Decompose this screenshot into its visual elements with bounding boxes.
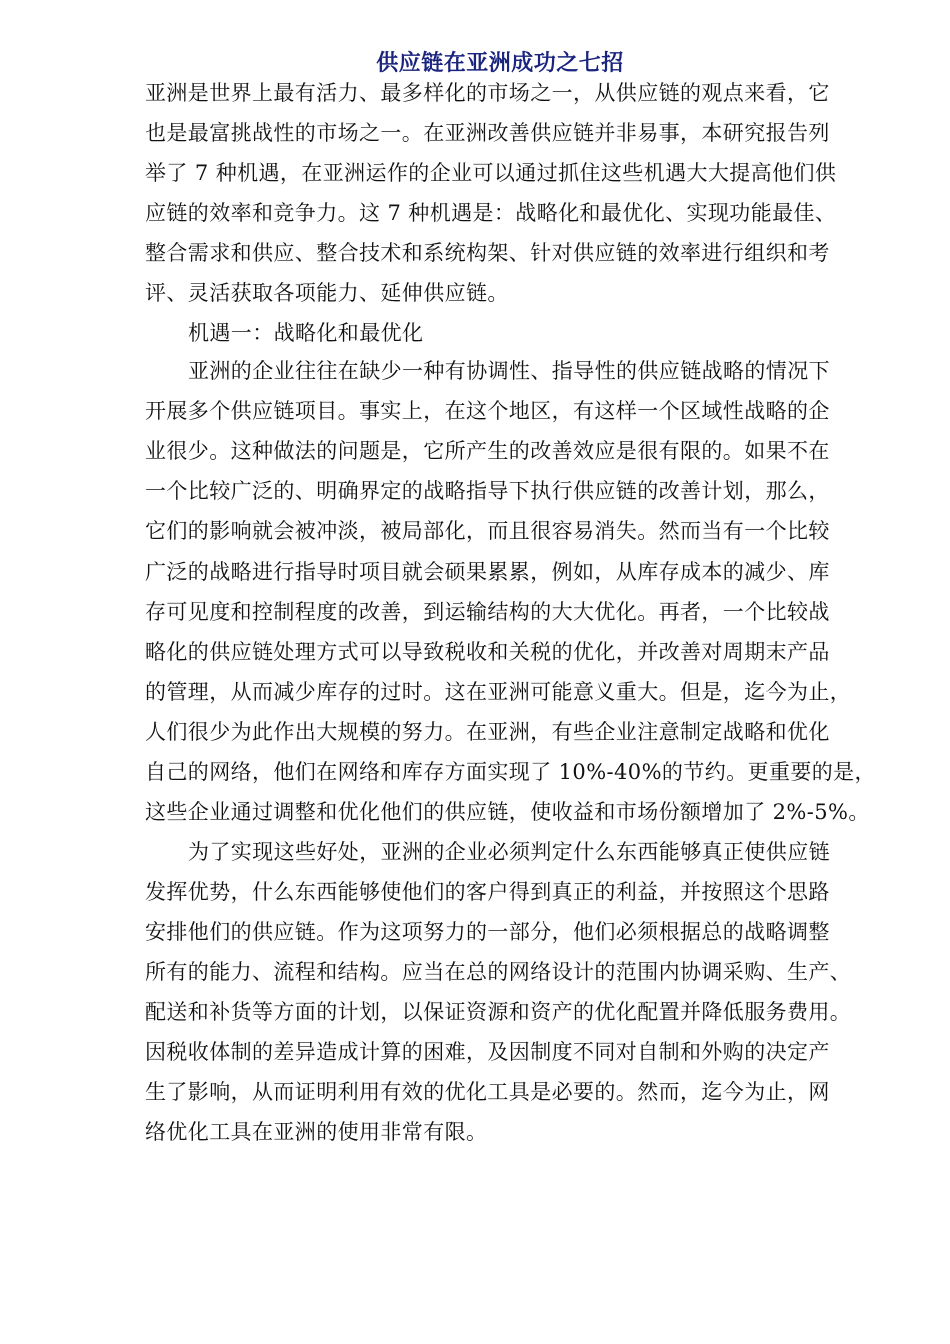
text-line: 发挥优势，什么东西能够使他们的客户得到真正的利益，并按照这个思路 (145, 880, 830, 904)
text-line: 为了实现这些好处，亚洲的企业必须判定什么东西能够真正使供应链 (188, 840, 830, 864)
text-line: 人们很少为此作出大规模的努力。在亚洲，有些企业注意制定战略和优化 (145, 720, 830, 744)
text-line: 开展多个供应链项目。事实上，在这个地区，有这样一个区域性战略的企 (145, 399, 830, 423)
section-heading: 机遇一：战略化和最优化 (188, 321, 424, 345)
text-line: 这些企业通过调整和优化他们的供应链，使收益和市场份额增加了 2%-5%。 (145, 800, 870, 824)
text-line: 配送和补货等方面的计划，以保证资源和资产的优化配置并降低服务费用。 (145, 1000, 852, 1024)
text-line: 一个比较广泛的、明确界定的战略指导下执行供应链的改善计划，那么， (145, 479, 830, 503)
text-line: 举了 7 种机遇，在亚洲运作的企业可以通过抓住这些机遇大大提高他们供 (145, 161, 837, 185)
text-line: 广泛的战略进行指导时项目就会硕果累累，例如，从库存成本的减少、库 (145, 560, 830, 584)
text-line: 亚洲的企业往往在缺少一种有协调性、指导性的供应链战略的情况下 (188, 359, 830, 383)
text-line: 它们的影响就会被冲淡，被局部化，而且很容易消失。然而当有一个比较 (145, 519, 830, 543)
text-line: 业很少。这种做法的问题是，它所产生的改善效应是很有限的。如果不在 (145, 439, 830, 463)
text-line: 自己的网络，他们在网络和库存方面实现了 10%-40%的节约。更重要的是， (145, 760, 876, 784)
text-line: 生了影响，从而证明利用有效的优化工具是必要的。然而，迄今为止，网 (145, 1080, 830, 1104)
text-line: 的管理，从而减少库存的过时。这在亚洲可能意义重大。但是，迄今为止， (145, 680, 852, 704)
document-title: 供应链在亚洲成功之七招 (376, 50, 624, 76)
text-line: 存可见度和控制程度的改善，到运输结构的大大优化。再者，一个比较战 (145, 600, 830, 624)
text-line: 因税收体制的差异造成计算的困难，及因制度不同对自制和外购的决定产 (145, 1040, 830, 1064)
text-line: 络优化工具在亚洲的使用非常有限。 (145, 1120, 488, 1144)
text-line: 评、灵活获取各项能力、延伸供应链。 (145, 281, 509, 305)
text-line: 安排他们的供应链。作为这项努力的一部分，他们必须根据总的战略调整 (145, 920, 830, 944)
text-line: 亚洲是世界上最有活力、最多样化的市场之一，从供应链的观点来看，它 (145, 81, 830, 105)
text-line: 也是最富挑战性的市场之一。在亚洲改善供应链并非易事，本研究报告列 (145, 121, 830, 145)
text-line: 所有的能力、流程和结构。应当在总的网络设计的范围内协调采购、生产、 (145, 960, 852, 984)
text-line: 略化的供应链处理方式可以导致税收和关税的优化，并改善对周期末产品 (145, 640, 830, 664)
text-line: 整合需求和供应、整合技术和系统构架、针对供应链的效率进行组织和考 (145, 241, 830, 265)
text-line: 应链的效率和竞争力。这 7 种机遇是：战略化和最优化、实现功能最佳、 (145, 201, 837, 225)
